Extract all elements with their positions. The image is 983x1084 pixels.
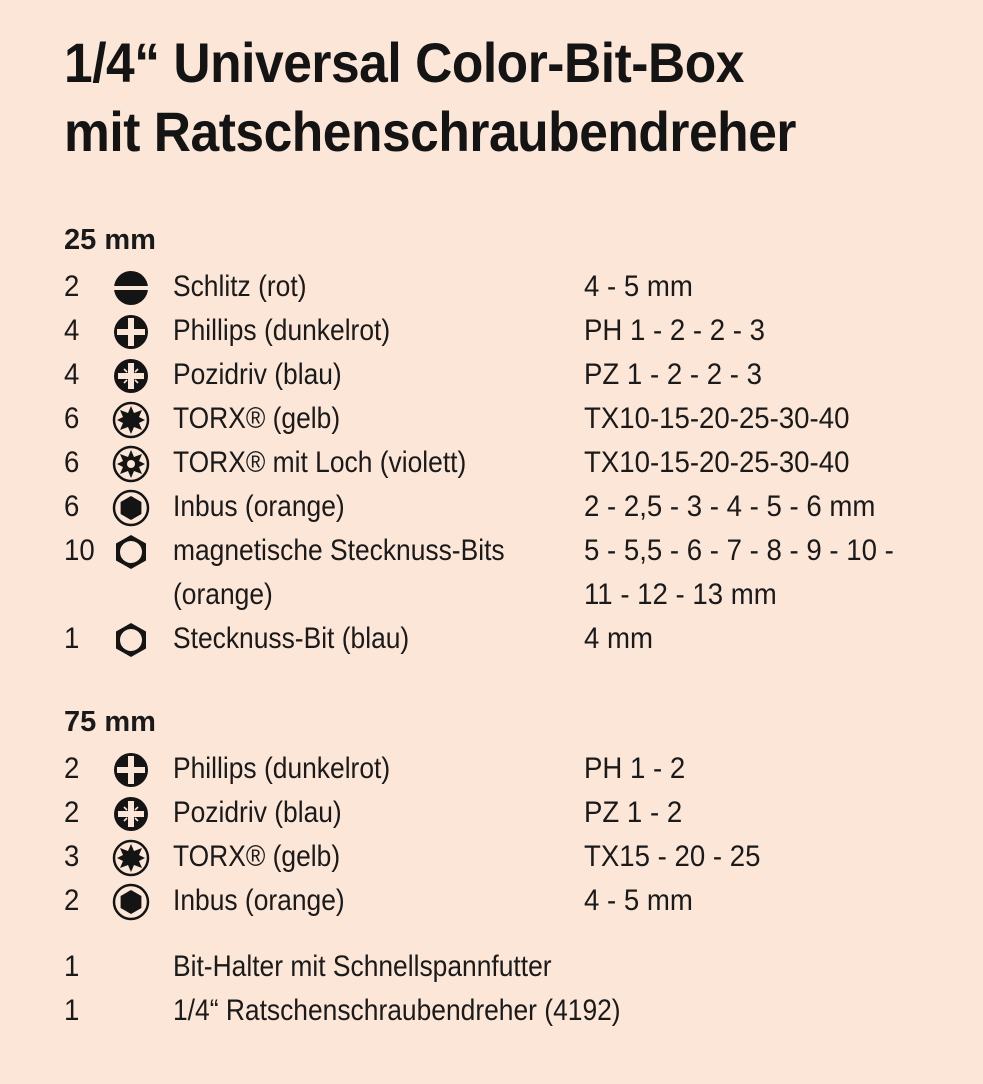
page-title [64, 28, 796, 166]
item-spec: PH 1 - 2 [584, 752, 686, 785]
item-quantity: 4 [64, 314, 80, 347]
hex-icon [112, 489, 150, 527]
section-heading: 25 mm [64, 224, 156, 256]
list-item [0, 945, 983, 989]
item-name: Stecknuss-Bit (blau) [173, 622, 410, 655]
item-quantity: 2 [64, 796, 80, 829]
list-item [0, 397, 983, 441]
list-item [0, 309, 983, 353]
item-spec: TX10-15-20-25-30-40 [584, 402, 850, 435]
item-quantity: 1 [64, 622, 80, 655]
list-item [0, 989, 983, 1033]
item-quantity: 2 [64, 884, 80, 917]
item-quantity: 6 [64, 402, 80, 435]
phillips-icon [112, 751, 150, 789]
item-spec: TX10-15-20-25-30-40 [584, 446, 850, 479]
socket-icon [112, 533, 150, 571]
socket-icon [112, 621, 150, 659]
item-name: TORX® (gelb) [173, 402, 341, 435]
item-name: Phillips (dunkelrot) [173, 752, 391, 785]
item-spec: 5 - 5,5 - 6 - 7 - 8 - 9 - 10 - [584, 534, 894, 567]
item-spec: PZ 1 - 2 - 2 - 3 [584, 358, 762, 391]
item-quantity: 4 [64, 358, 80, 391]
slot-icon [112, 269, 150, 307]
item-quantity: 10 [64, 534, 95, 567]
item-name: 1/4“ Ratschenschraubendreher (4192) [173, 994, 621, 1027]
item-name: TORX® mit Loch (violett) [173, 446, 467, 479]
item-name: Bit-Halter mit Schnellspannfutter [173, 950, 552, 983]
section-heading: 75 mm [64, 706, 156, 738]
item-spec: 4 - 5 mm [584, 270, 693, 303]
item-name: Pozidriv (blau) [173, 796, 342, 829]
item-name: magnetische Stecknuss-Bits [173, 534, 505, 567]
item-spec: 4 mm [584, 622, 653, 655]
item-spec: PZ 1 - 2 [584, 796, 683, 829]
item-quantity: 1 [64, 950, 80, 983]
list-item [0, 353, 983, 397]
item-quantity: 2 [64, 270, 80, 303]
pozidriv-icon [112, 357, 150, 395]
torx-hole-icon [112, 445, 150, 483]
hex-icon [112, 883, 150, 921]
torx-icon [112, 839, 150, 877]
list-item [0, 747, 983, 791]
torx-icon [112, 401, 150, 439]
item-quantity: 3 [64, 840, 80, 873]
item-quantity: 2 [64, 752, 80, 785]
pozidriv-icon [112, 795, 150, 833]
item-name: Inbus (orange) [173, 490, 345, 523]
list-item [0, 485, 983, 529]
item-spec: 4 - 5 mm [584, 884, 693, 917]
list-item [0, 265, 983, 309]
item-quantity: 6 [64, 490, 80, 523]
item-spec: TX15 - 20 - 25 [584, 840, 761, 873]
item-spec-continued: 11 - 12 - 13 mm [584, 578, 777, 611]
item-name-continued: (orange) [173, 578, 273, 611]
item-name: TORX® (gelb) [173, 840, 341, 873]
list-item [0, 441, 983, 485]
item-spec: 2 - 2,5 - 3 - 4 - 5 - 6 mm [584, 490, 876, 523]
item-name: Inbus (orange) [173, 884, 345, 917]
phillips-icon [112, 313, 150, 351]
item-name: Pozidriv (blau) [173, 358, 342, 391]
list-item [0, 529, 983, 611]
item-spec: PH 1 - 2 - 2 - 3 [584, 314, 765, 347]
item-name: Phillips (dunkelrot) [173, 314, 391, 347]
item-quantity: 1 [64, 994, 80, 1027]
list-item [0, 791, 983, 835]
title-line-1: 1/4“ Universal Color-Bit-Box [64, 31, 744, 94]
item-quantity: 6 [64, 446, 80, 479]
list-item [0, 617, 983, 661]
list-item [0, 879, 983, 923]
item-name: Schlitz (rot) [173, 270, 307, 303]
list-item [0, 835, 983, 879]
title-line-2: mit Ratschenschraubendreher [64, 100, 796, 163]
